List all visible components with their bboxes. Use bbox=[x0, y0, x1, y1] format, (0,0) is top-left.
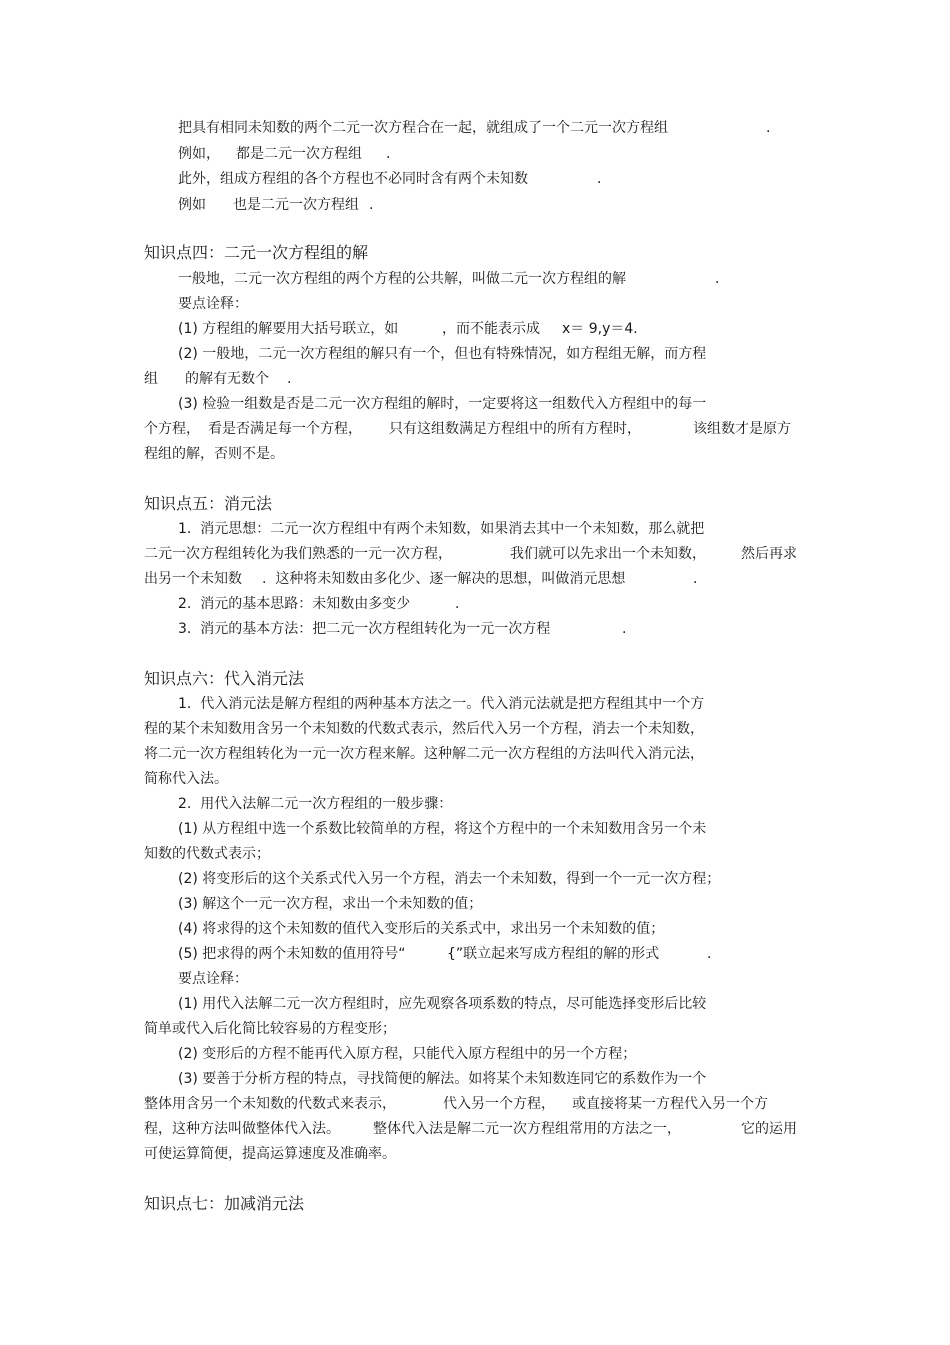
text-line: 把具有相同未知数的两个二元一次方程合在一起，就组成了一个二元一次方程组 bbox=[178, 120, 668, 136]
text-line: (2) 一般地，二元一次方程组的解只有一个，但也有特殊情况，如方程组无解，而方程 bbox=[178, 346, 707, 362]
text-line: 组 bbox=[144, 371, 158, 387]
text-line: (2) 变形后的方程不能再代入原方程，只能代入原方程组中的另一个方程； bbox=[178, 1046, 637, 1062]
text-line: 可使运算简便，提高运算速度及准确率。 bbox=[144, 1146, 396, 1162]
text-line: . bbox=[622, 621, 627, 637]
text-line: (3) 要善于分析方程的特点，寻找简便的解法。如将某个未知数连同它的系数作为一个 bbox=[178, 1071, 707, 1087]
text-line: 要点诠释： bbox=[178, 971, 248, 987]
text-line: 此外，组成方程组的各个方程也不必同时含有两个未知数 bbox=[178, 171, 528, 187]
text-line: . bbox=[386, 146, 391, 162]
text-line: 程的某个未知数用含另一个未知数的代数式表示，然后代入另一个方程，消去一个未知数， bbox=[144, 721, 704, 737]
text-line: 程组的解，否则不是。 bbox=[144, 446, 284, 462]
text-line: 程，这种方法叫做整体代入法。 bbox=[144, 1121, 340, 1137]
text-line: 知数的代数式表示； bbox=[144, 846, 270, 862]
text-line: (2) 将变形后的这个关系式代入另一个方程，消去一个未知数，得到一个一元一次方程； bbox=[178, 871, 721, 887]
text-line: 例如， bbox=[178, 146, 220, 162]
text-line: 整体用含另一个未知数的代数式来表示， bbox=[144, 1096, 396, 1112]
text-line: . bbox=[766, 120, 771, 136]
text-line: 要点诠释： bbox=[178, 296, 248, 312]
text-line: 2. 消元的基本思路：未知数由多变少 bbox=[178, 596, 411, 612]
text-line: 例如 bbox=[178, 197, 206, 213]
text-line: 3. 消元的基本方法：把二元一次方程组转化为一元一次方程 bbox=[178, 621, 551, 637]
text-line: 然后再求 bbox=[741, 546, 797, 562]
text-line: 1. 消元思想：二元一次方程组中有两个未知数，如果消去其中一个未知数，那么就把 bbox=[178, 521, 705, 537]
text-line: 该组数才是原方 bbox=[693, 421, 791, 437]
text-line: (3) 检验一组数是否是二元一次方程组的解时，一定要将这一组数代入方程组中的每一 bbox=[178, 396, 707, 412]
text-line: 出另一个未知数 bbox=[144, 571, 242, 587]
section-heading: 知识点四：二元一次方程组的解 bbox=[144, 243, 369, 262]
text-line: . bbox=[715, 271, 720, 287]
text-line: 整体代入法是解二元一次方程组常用的方法之一， bbox=[373, 1121, 681, 1137]
text-line: 它的运用 bbox=[741, 1121, 797, 1137]
text-line: (1) 方程组的解要用大括号联立，如 bbox=[178, 321, 399, 337]
text-line: 都是二元一次方程组 bbox=[236, 146, 362, 162]
text-line: {”联立起来写成方程组的解的形式 bbox=[447, 946, 660, 962]
text-line: (1) 用代入法解二元一次方程组时，应先观察各项系数的特点，尽可能选择变形后比较 bbox=[178, 996, 707, 1012]
text-line: 的解有无数个 bbox=[185, 371, 269, 387]
text-line: 将二元一次方程组转化为一元一次方程来解。这种解二元一次方程组的方法叫代入消元法， bbox=[144, 746, 704, 762]
text-line: . bbox=[707, 946, 712, 962]
text-line: (1) 从方程组中选一个系数比较简单的方程，将这个方程中的一个未知数用含另一个未 bbox=[178, 821, 707, 837]
text-line: 一般地，二元一次方程组的两个方程的公共解，叫做二元一次方程组的解 bbox=[178, 271, 626, 287]
text-line: (4) 将求得的这个未知数的值代入变形后的关系式中，求出另一个未知数的值； bbox=[178, 921, 665, 937]
section-heading: 知识点七：加减消元法 bbox=[144, 1194, 305, 1213]
text-line: 看是否满足每一个方程， bbox=[208, 421, 362, 437]
text-line: 2. 用代入法解二元一次方程组的一般步骤： bbox=[178, 796, 453, 812]
text-line: 或直接将某一方程代入另一个方 bbox=[572, 1096, 768, 1112]
text-line: . bbox=[597, 171, 602, 187]
text-line: 也是二元一次方程组 bbox=[233, 197, 359, 213]
section-heading: 知识点六：代入消元法 bbox=[144, 669, 305, 688]
text-line: 只有这组数满足方程组中的所有方程时， bbox=[389, 421, 641, 437]
text-line: (5) 把求得的两个未知数的值用符号“ bbox=[178, 946, 406, 962]
text-line: 代入另一个方程， bbox=[443, 1096, 555, 1112]
section-heading: 知识点五：消元法 bbox=[144, 494, 273, 513]
text-line: 二元一次方程组转化为我们熟悉的一元一次方程， bbox=[144, 546, 452, 562]
text-line: 简单或代入后化简比较容易的方程变形； bbox=[144, 1021, 396, 1037]
text-line: . bbox=[693, 571, 698, 587]
text-line: . bbox=[455, 596, 460, 612]
text-line: x＝ 9,y＝4. bbox=[562, 321, 638, 337]
text-line: ，而不能表示成 bbox=[442, 321, 540, 337]
text-line: 我们就可以先求出一个未知数， bbox=[510, 546, 706, 562]
text-line: (3) 解这个一元一次方程，求出一个未知数的值； bbox=[178, 896, 483, 912]
text-line: 简称代入法。 bbox=[144, 771, 228, 787]
text-line: . bbox=[369, 197, 374, 213]
text-line: . bbox=[287, 371, 292, 387]
text-line: 个方程， bbox=[144, 421, 200, 437]
text-line: 1. 代入消元法是解方程组的两种基本方法之一。代入消元法就是把方程组其中一个方 bbox=[178, 696, 705, 712]
text-line: . 这种将未知数由多化少、逐一解决的思想，叫做消元思想 bbox=[262, 571, 626, 587]
